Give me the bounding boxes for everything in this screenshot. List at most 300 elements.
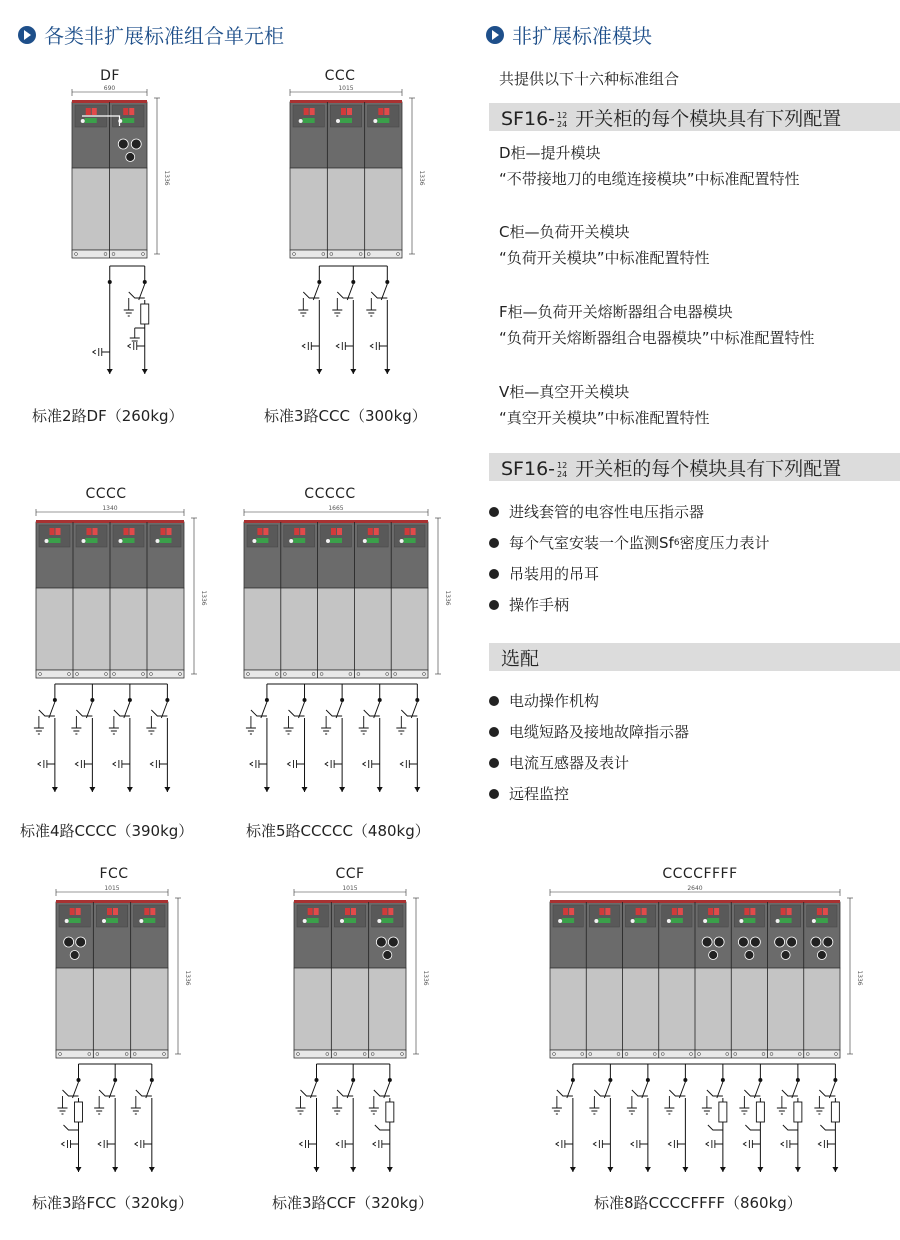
cable-arrow	[607, 1167, 613, 1172]
fuse-gauge	[709, 951, 718, 960]
operating-socket	[400, 539, 404, 543]
caption-ccccffff: 标准8路CCCCFFFF（860kg）	[594, 1194, 802, 1212]
width-dimension: 2640	[687, 885, 703, 892]
green-indicator	[69, 918, 81, 923]
red-indicator	[787, 908, 792, 915]
terminal-dot	[721, 1078, 725, 1082]
width-dimension: 1015	[338, 85, 354, 92]
schematic-df	[70, 262, 170, 382]
height-dimension: 1336	[422, 970, 429, 986]
terminal-dot	[833, 1078, 837, 1082]
height-dimension: 1336	[163, 170, 170, 186]
cable-arrow	[142, 369, 148, 374]
mechanism-panel	[59, 905, 90, 927]
earth-switch	[366, 292, 387, 316]
cable-arrow	[832, 1167, 838, 1172]
cable-terminal-symbol	[556, 1140, 573, 1148]
unit-label-ccccc: CCCCC	[304, 486, 356, 502]
schematic-fcc	[38, 1060, 178, 1180]
arrow-circle-icon	[486, 26, 504, 44]
cable-arrow	[795, 1167, 801, 1172]
operating-socket	[289, 539, 293, 543]
red-indicator	[563, 908, 568, 915]
feature-item: 操作手柄	[489, 594, 569, 615]
red-indicator	[150, 908, 155, 915]
gauge	[126, 153, 135, 162]
red-indicator	[823, 908, 828, 915]
operating-socket	[326, 539, 330, 543]
green-indicator	[143, 918, 155, 923]
green-indicator	[123, 538, 135, 543]
width-dimension: 1015	[342, 885, 358, 892]
red-indicator	[87, 528, 92, 535]
config-bar-2	[489, 453, 900, 481]
green-indicator	[707, 918, 719, 923]
earth-switch	[131, 1090, 152, 1114]
operating-socket	[102, 919, 106, 923]
red-indicator	[569, 908, 574, 915]
green-indicator	[780, 918, 792, 923]
bullet-icon	[489, 727, 499, 737]
cabinet-base	[294, 1050, 406, 1058]
cable-terminal-symbol	[98, 1140, 115, 1148]
fuse-symbol	[386, 1102, 394, 1122]
cable-terminal-symbol	[400, 760, 417, 768]
operating-socket	[252, 539, 256, 543]
bullet-icon	[489, 789, 499, 799]
operating-socket	[156, 539, 160, 543]
fuse-gauge	[738, 937, 748, 947]
cable-terminal-symbol	[593, 1140, 610, 1148]
cable-arrow	[350, 1167, 356, 1172]
terminal-dot	[113, 1078, 117, 1082]
terminal-dot	[758, 1078, 762, 1082]
red-indicator	[345, 908, 350, 915]
cable-arrow	[350, 369, 356, 374]
earth-symbol	[130, 328, 145, 341]
red-indicator	[124, 528, 129, 535]
cable-arrow	[570, 1167, 576, 1172]
operating-socket	[45, 539, 49, 543]
red-indicator	[129, 108, 134, 115]
fuse-gauge	[817, 951, 826, 960]
terminal-dot	[608, 1078, 612, 1082]
gauge	[131, 139, 141, 149]
green-indicator	[106, 918, 118, 923]
red-indicator	[351, 908, 356, 915]
unit-label-cccc: CCCC	[85, 486, 127, 502]
fuse-symbol	[141, 304, 149, 324]
terminal-dot	[385, 280, 389, 284]
option-item: 电缆短路及接地故障指示器	[489, 721, 689, 742]
terminal-dot	[90, 698, 94, 702]
cable-terminal-symbol	[631, 1140, 648, 1148]
height-dimension: 1336	[418, 170, 425, 186]
cabinet-base	[56, 1050, 168, 1058]
gauge	[118, 139, 128, 149]
options-title: 选配	[501, 648, 540, 670]
red-indicator	[308, 908, 313, 915]
red-indicator	[672, 908, 677, 915]
cable-arrow	[76, 1167, 82, 1172]
cabinet-lower-panel	[56, 968, 168, 1050]
cable-arrow	[414, 787, 420, 792]
cable-terminal-symbol	[288, 760, 305, 768]
green-indicator	[404, 538, 416, 543]
green-indicator	[344, 918, 356, 923]
cable-arrow	[682, 1167, 688, 1172]
red-indicator	[93, 528, 98, 535]
operating-socket	[139, 919, 143, 923]
right-section-title-text: 非扩展标准模块	[512, 24, 652, 48]
fuse-gauge	[787, 937, 797, 947]
fuse-gauge	[775, 937, 785, 947]
earth-switch	[396, 710, 417, 734]
module-v-name: V柜—真空开关模块	[499, 383, 630, 401]
module-v	[499, 379, 710, 431]
cabinet-lower-panel	[244, 588, 428, 670]
fuse-gauge	[383, 951, 392, 960]
earth-switch	[296, 1090, 317, 1114]
red-indicator	[92, 108, 97, 115]
earth-switch	[146, 710, 167, 734]
operating-socket	[377, 919, 381, 923]
earth-switch	[71, 710, 92, 734]
module-f-name: F柜—负荷开关熔断器组合电器模块	[499, 303, 733, 321]
earth-switch	[332, 292, 353, 316]
operating-socket	[81, 119, 85, 123]
cabinet-drawing-ccf	[282, 885, 429, 1052]
red-indicator	[167, 528, 172, 535]
bullet-icon	[489, 758, 499, 768]
operating-socket	[303, 919, 307, 923]
cable-arrow	[384, 369, 390, 374]
cable-terminal-symbol	[336, 1140, 353, 1148]
operating-socket	[739, 919, 743, 923]
red-indicator	[263, 528, 268, 535]
red-indicator	[368, 528, 373, 535]
cable-arrow	[757, 1167, 763, 1172]
width-dimension: 1015	[104, 885, 120, 892]
cable-terminal-symbol	[93, 348, 110, 356]
operating-socket	[299, 119, 303, 123]
cable-arrow	[339, 787, 345, 792]
terminal-dot	[53, 698, 57, 702]
cable-terminal-symbol	[325, 760, 342, 768]
green-indicator	[303, 118, 315, 123]
cable-arrow	[302, 787, 308, 792]
earth-switch	[298, 292, 319, 316]
cabinet-base	[290, 250, 402, 258]
earth-switch	[820, 1125, 835, 1130]
fuse-symbol	[719, 1102, 727, 1122]
module-c	[499, 219, 710, 271]
option-item: 远程监控	[489, 783, 569, 804]
terminal-dot	[683, 1078, 687, 1082]
terminal-dot	[303, 698, 307, 702]
cabinet-lower-panel	[294, 968, 406, 1050]
cable-arrow	[164, 787, 170, 792]
arrow-circle-icon	[18, 26, 36, 44]
red-indicator	[300, 528, 305, 535]
fuse-symbol	[75, 1102, 83, 1122]
red-indicator	[123, 108, 128, 115]
terminal-dot	[388, 1078, 392, 1082]
red-indicator	[636, 908, 641, 915]
schematic-ccccffff	[532, 1060, 862, 1180]
red-indicator	[50, 528, 55, 535]
unit-label-df: DF	[100, 68, 120, 84]
cable-arrow	[387, 1167, 393, 1172]
cabinet-drawing-ccc	[278, 85, 425, 252]
operating-socket	[340, 919, 344, 923]
cable-terminal-symbol	[336, 342, 353, 350]
red-indicator	[750, 908, 755, 915]
cable-terminal-symbol	[62, 1140, 79, 1148]
cable-arrow	[112, 1167, 118, 1172]
green-indicator	[85, 118, 97, 123]
red-indicator	[405, 528, 410, 535]
red-indicator	[781, 908, 786, 915]
config-bar-1-text: SF16- 12 24 开关柜的每个模块具有下列配置	[501, 108, 842, 130]
schematic-ccf	[276, 1060, 416, 1180]
fuse-gauge	[388, 937, 398, 947]
terminal-dot	[571, 1078, 575, 1082]
red-indicator	[642, 908, 647, 915]
cable-arrow	[316, 369, 322, 374]
fuse-gauge	[702, 937, 712, 947]
cable-terminal-symbol	[706, 1140, 723, 1148]
width-dimension: 1340	[102, 505, 118, 512]
green-indicator	[160, 538, 172, 543]
fuse-gauge	[714, 937, 724, 947]
terminal-dot	[77, 1078, 81, 1082]
red-indicator	[744, 908, 749, 915]
fuse-symbol	[794, 1102, 802, 1122]
left-section-title	[18, 20, 284, 49]
busbar-strip	[56, 900, 168, 903]
schematic-cccc	[14, 680, 194, 800]
red-indicator	[161, 528, 166, 535]
earth-switch	[745, 1125, 760, 1130]
red-indicator	[113, 908, 118, 915]
green-indicator	[49, 538, 61, 543]
green-indicator	[377, 118, 389, 123]
right-section-title	[486, 20, 652, 49]
terminal-dot	[143, 280, 147, 284]
cabinet-drawing-ccccffff	[538, 886, 864, 1052]
caption-ccc: 标准3路CCC（300kg）	[264, 407, 427, 425]
cabinet-base	[244, 670, 428, 678]
cable-arrow	[377, 787, 383, 792]
width-dimension: 1665	[328, 505, 344, 512]
red-indicator	[708, 908, 713, 915]
green-indicator	[340, 118, 352, 123]
config-bar-1	[489, 103, 900, 131]
bullet-icon	[489, 600, 499, 610]
earth-switch	[664, 1090, 685, 1114]
terminal-dot	[128, 698, 132, 702]
feature-item: 进线套管的电容性电压指示器	[489, 501, 704, 522]
red-indicator	[337, 528, 342, 535]
bullet-icon	[489, 696, 499, 706]
cabinet-drawing-ccccc	[232, 505, 451, 672]
bullet-icon	[489, 538, 499, 548]
fuse-symbol	[756, 1102, 764, 1122]
cable-terminal-symbol	[150, 760, 167, 768]
mechanism-panel	[284, 525, 315, 547]
cable-arrow	[107, 369, 113, 374]
green-indicator	[671, 918, 683, 923]
earth-switch	[64, 1125, 79, 1130]
caption-ccf: 标准3路CCF（320kg）	[272, 1194, 433, 1212]
operating-socket	[82, 539, 86, 543]
earth-switch	[246, 710, 267, 734]
operating-socket	[631, 919, 635, 923]
red-indicator	[605, 908, 610, 915]
red-indicator	[599, 908, 604, 915]
fuse-gauge	[745, 951, 754, 960]
unit-label-ccf: CCF	[335, 866, 365, 882]
terminal-dot	[796, 1078, 800, 1082]
unit-label-ccc: CCC	[324, 68, 356, 84]
cable-terminal-symbol	[373, 1140, 390, 1148]
cable-terminal-symbol	[128, 342, 145, 350]
operating-socket	[65, 919, 69, 923]
earth-switch	[359, 710, 380, 734]
green-indicator	[307, 918, 319, 923]
cable-arrow	[720, 1167, 726, 1172]
busbar-strip	[294, 900, 406, 903]
cable-terminal-symbol	[781, 1140, 798, 1148]
busbar-strip	[290, 100, 402, 103]
red-indicator	[411, 528, 416, 535]
red-indicator	[107, 908, 112, 915]
red-indicator	[331, 528, 336, 535]
cable-terminal-symbol	[113, 760, 130, 768]
cable-terminal-symbol	[668, 1140, 685, 1148]
red-indicator	[388, 908, 393, 915]
red-indicator	[70, 908, 75, 915]
red-indicator	[374, 528, 379, 535]
earth-switch	[552, 1090, 573, 1114]
earth-switch	[332, 1090, 353, 1114]
earth-switch	[589, 1090, 610, 1114]
earth-switch	[627, 1090, 648, 1114]
busbar-strip	[244, 520, 428, 523]
option-item: 电流互感器及表计	[489, 752, 629, 773]
unit-label-fcc: FCC	[99, 866, 129, 882]
cable-terminal-symbol	[370, 342, 387, 350]
module-f-desc: “负荷开关熔断器组合电器模块”中标准配置特性	[499, 329, 815, 347]
caption-df: 标准2路DF（260kg）	[32, 407, 184, 425]
cable-arrow	[52, 787, 58, 792]
red-indicator	[817, 908, 822, 915]
terminal-dot	[150, 1078, 154, 1082]
unit-label-ccccffff: CCCCFFFF	[662, 866, 738, 882]
fuse-gauge	[376, 937, 386, 947]
fuse-gauge	[811, 937, 821, 947]
width-dimension: 690	[103, 85, 116, 92]
module-f	[499, 299, 815, 351]
operating-socket	[118, 119, 122, 123]
fuse-gauge	[750, 937, 760, 947]
cable-arrow	[89, 787, 95, 792]
red-indicator	[341, 108, 346, 115]
earth-switch	[284, 710, 305, 734]
cable-arrow	[127, 787, 133, 792]
cabinet-lower-panel	[290, 168, 402, 250]
config-bar-2-text: SF16- 12 24 开关柜的每个模块具有下列配置	[501, 458, 842, 480]
green-indicator	[743, 918, 755, 923]
fuse-gauge	[823, 937, 833, 947]
cable-terminal-symbol	[38, 760, 55, 768]
operating-socket	[558, 919, 562, 923]
intro-text: 共提供以下十六种标准组合	[499, 70, 680, 88]
cable-terminal-symbol	[300, 1140, 317, 1148]
operating-socket	[336, 119, 340, 123]
cable-arrow	[149, 1167, 155, 1172]
terminal-dot	[378, 698, 382, 702]
fuse-symbol	[831, 1102, 839, 1122]
cable-arrow	[314, 1167, 320, 1172]
cable-terminal-symbol	[743, 1140, 760, 1148]
red-indicator	[378, 108, 383, 115]
schematic-ccc	[280, 262, 412, 382]
terminal-dot	[340, 698, 344, 702]
terminal-dot	[415, 698, 419, 702]
cable-terminal-symbol	[75, 760, 92, 768]
left-section-title-text: 各类非扩展标准组合单元柜	[44, 24, 284, 48]
cabinet-drawing-fcc	[44, 885, 191, 1052]
red-indicator	[294, 528, 299, 535]
height-dimension: 1336	[444, 590, 451, 606]
earth-switch	[321, 710, 342, 734]
operating-socket	[667, 919, 671, 923]
fuse-gauge	[70, 951, 79, 960]
cabinet-drawing-cccc	[24, 505, 207, 672]
green-indicator	[381, 918, 393, 923]
operating-socket	[812, 919, 816, 923]
earth-switch	[783, 1125, 798, 1130]
green-indicator	[330, 538, 342, 543]
red-indicator	[130, 528, 135, 535]
module-c-name: C柜—负荷开关模块	[499, 223, 630, 241]
mechanism-panel	[297, 905, 328, 927]
caption-cccc: 标准4路CCCC（390kg）	[20, 822, 194, 840]
bullet-icon	[489, 569, 499, 579]
cable-arrow	[264, 787, 270, 792]
earth-switch	[34, 710, 55, 734]
terminal-dot	[351, 1078, 355, 1082]
module-d-name: D柜—提升模块	[499, 144, 601, 162]
operating-socket	[119, 539, 123, 543]
red-indicator	[257, 528, 262, 535]
schematic-ccccc	[226, 680, 444, 800]
cable-terminal-symbol	[135, 1140, 152, 1148]
green-indicator	[86, 538, 98, 543]
red-indicator	[56, 528, 61, 535]
caption-ccccc: 标准5路CCCCC（480kg）	[246, 822, 430, 840]
green-indicator	[562, 918, 574, 923]
green-indicator	[816, 918, 828, 923]
earth-switch	[94, 1090, 115, 1114]
operating-socket	[373, 119, 377, 123]
module-v-desc: “真空开关模块”中标准配置特性	[499, 409, 710, 427]
terminal-dot	[265, 698, 269, 702]
red-indicator	[678, 908, 683, 915]
terminal-dot	[317, 280, 321, 284]
